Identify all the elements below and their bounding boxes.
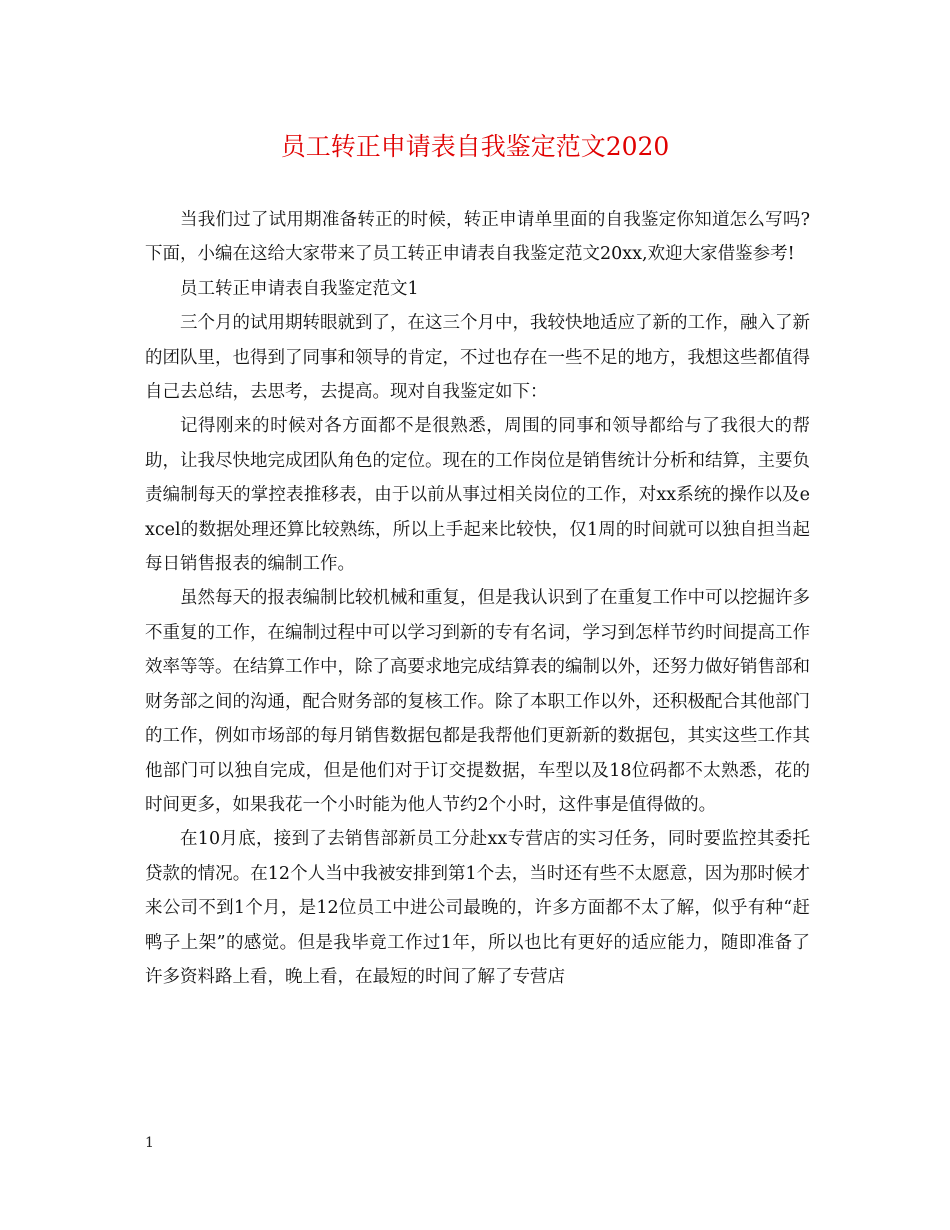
document-body — [145, 203, 810, 994]
document-title: 员工转正申请表自我鉴定范文2020 — [280, 132, 670, 161]
section-heading: 员工转正申请表自我鉴定范文1 — [180, 278, 419, 299]
intro-paragraph: 当我们过了试用期准备转正的时候，转正申请单里面的自我鉴定你知道怎么写吗?下面，小编在这给大家带来了员工转正申请表自我鉴定范文20xx,欢迎大家借鉴参考! — [145, 210, 810, 265]
page-number: 1 — [145, 1135, 154, 1151]
body-paragraph: 三个月的试用期转眼就到了，在这三个月中，我较快地适应了新的工作，融入了新的团队里，也得到了同事和领导的肯定，不过也存在一些不足的地方，我想这些都值得自己去总结，去思考，去提高。现对自我鉴定如下： — [145, 313, 810, 403]
body-paragraph: 虽然每天的报表编制比较机械和重复，但是我认识到了在重复工作中可以挖掘许多不重复的工作，在编制过程中可以学习到新的专有名词，学习到怎样节约时间提高工作效率等等。在结算工作中，除了高要求地完成结算表的编制以外，还努力做好销售部和财务部之间的沟通，配合财务部的复核工作。除了本职工作以外，还积极配合其他部门的工作，例如市场部的每月销售数据包都是我帮他们更新新的数据包，其实这些工作其他部门可以独自完成，但是他们对于订交提数据，车型以及18位码都不太熟悉，花的时间更多，如果我花一个小时能为他人节约2个小时，这件事是值得做的。 — [145, 588, 810, 815]
body-paragraph: 记得刚来的时候对各方面都不是很熟悉，周围的同事和领导都给与了我很大的帮助，让我尽快地完成团队角色的定位。现在的工作岗位是销售统计分析和结算，主要负责编制每天的掌控表推移表，由于以前从事过相关岗位的工作，对xx系统的操作以及excel的数据处理还算比较熟练，所以上手起来比较快，仅1周的时间就可以独自担当起每日销售报表的编制工作。 — [145, 416, 810, 575]
body-paragraph: 在10月底，接到了去销售部新员工分赴xx专营店的实习任务，同时要监控其委托贷款的情况。在12个人当中我被安排到第1个去，当时还有些不太愿意，因为那时候才来公司不到1个月，是12位员工中进公司最晚的，许多方面都不太了解，似乎有种“赶鸭子上架”的感觉。但是我毕竟工作过1年，所以也比有更好的适应能力，随即准备了许多资料路上看，晚上看，在最短的时间了解了专营店 — [145, 829, 810, 987]
